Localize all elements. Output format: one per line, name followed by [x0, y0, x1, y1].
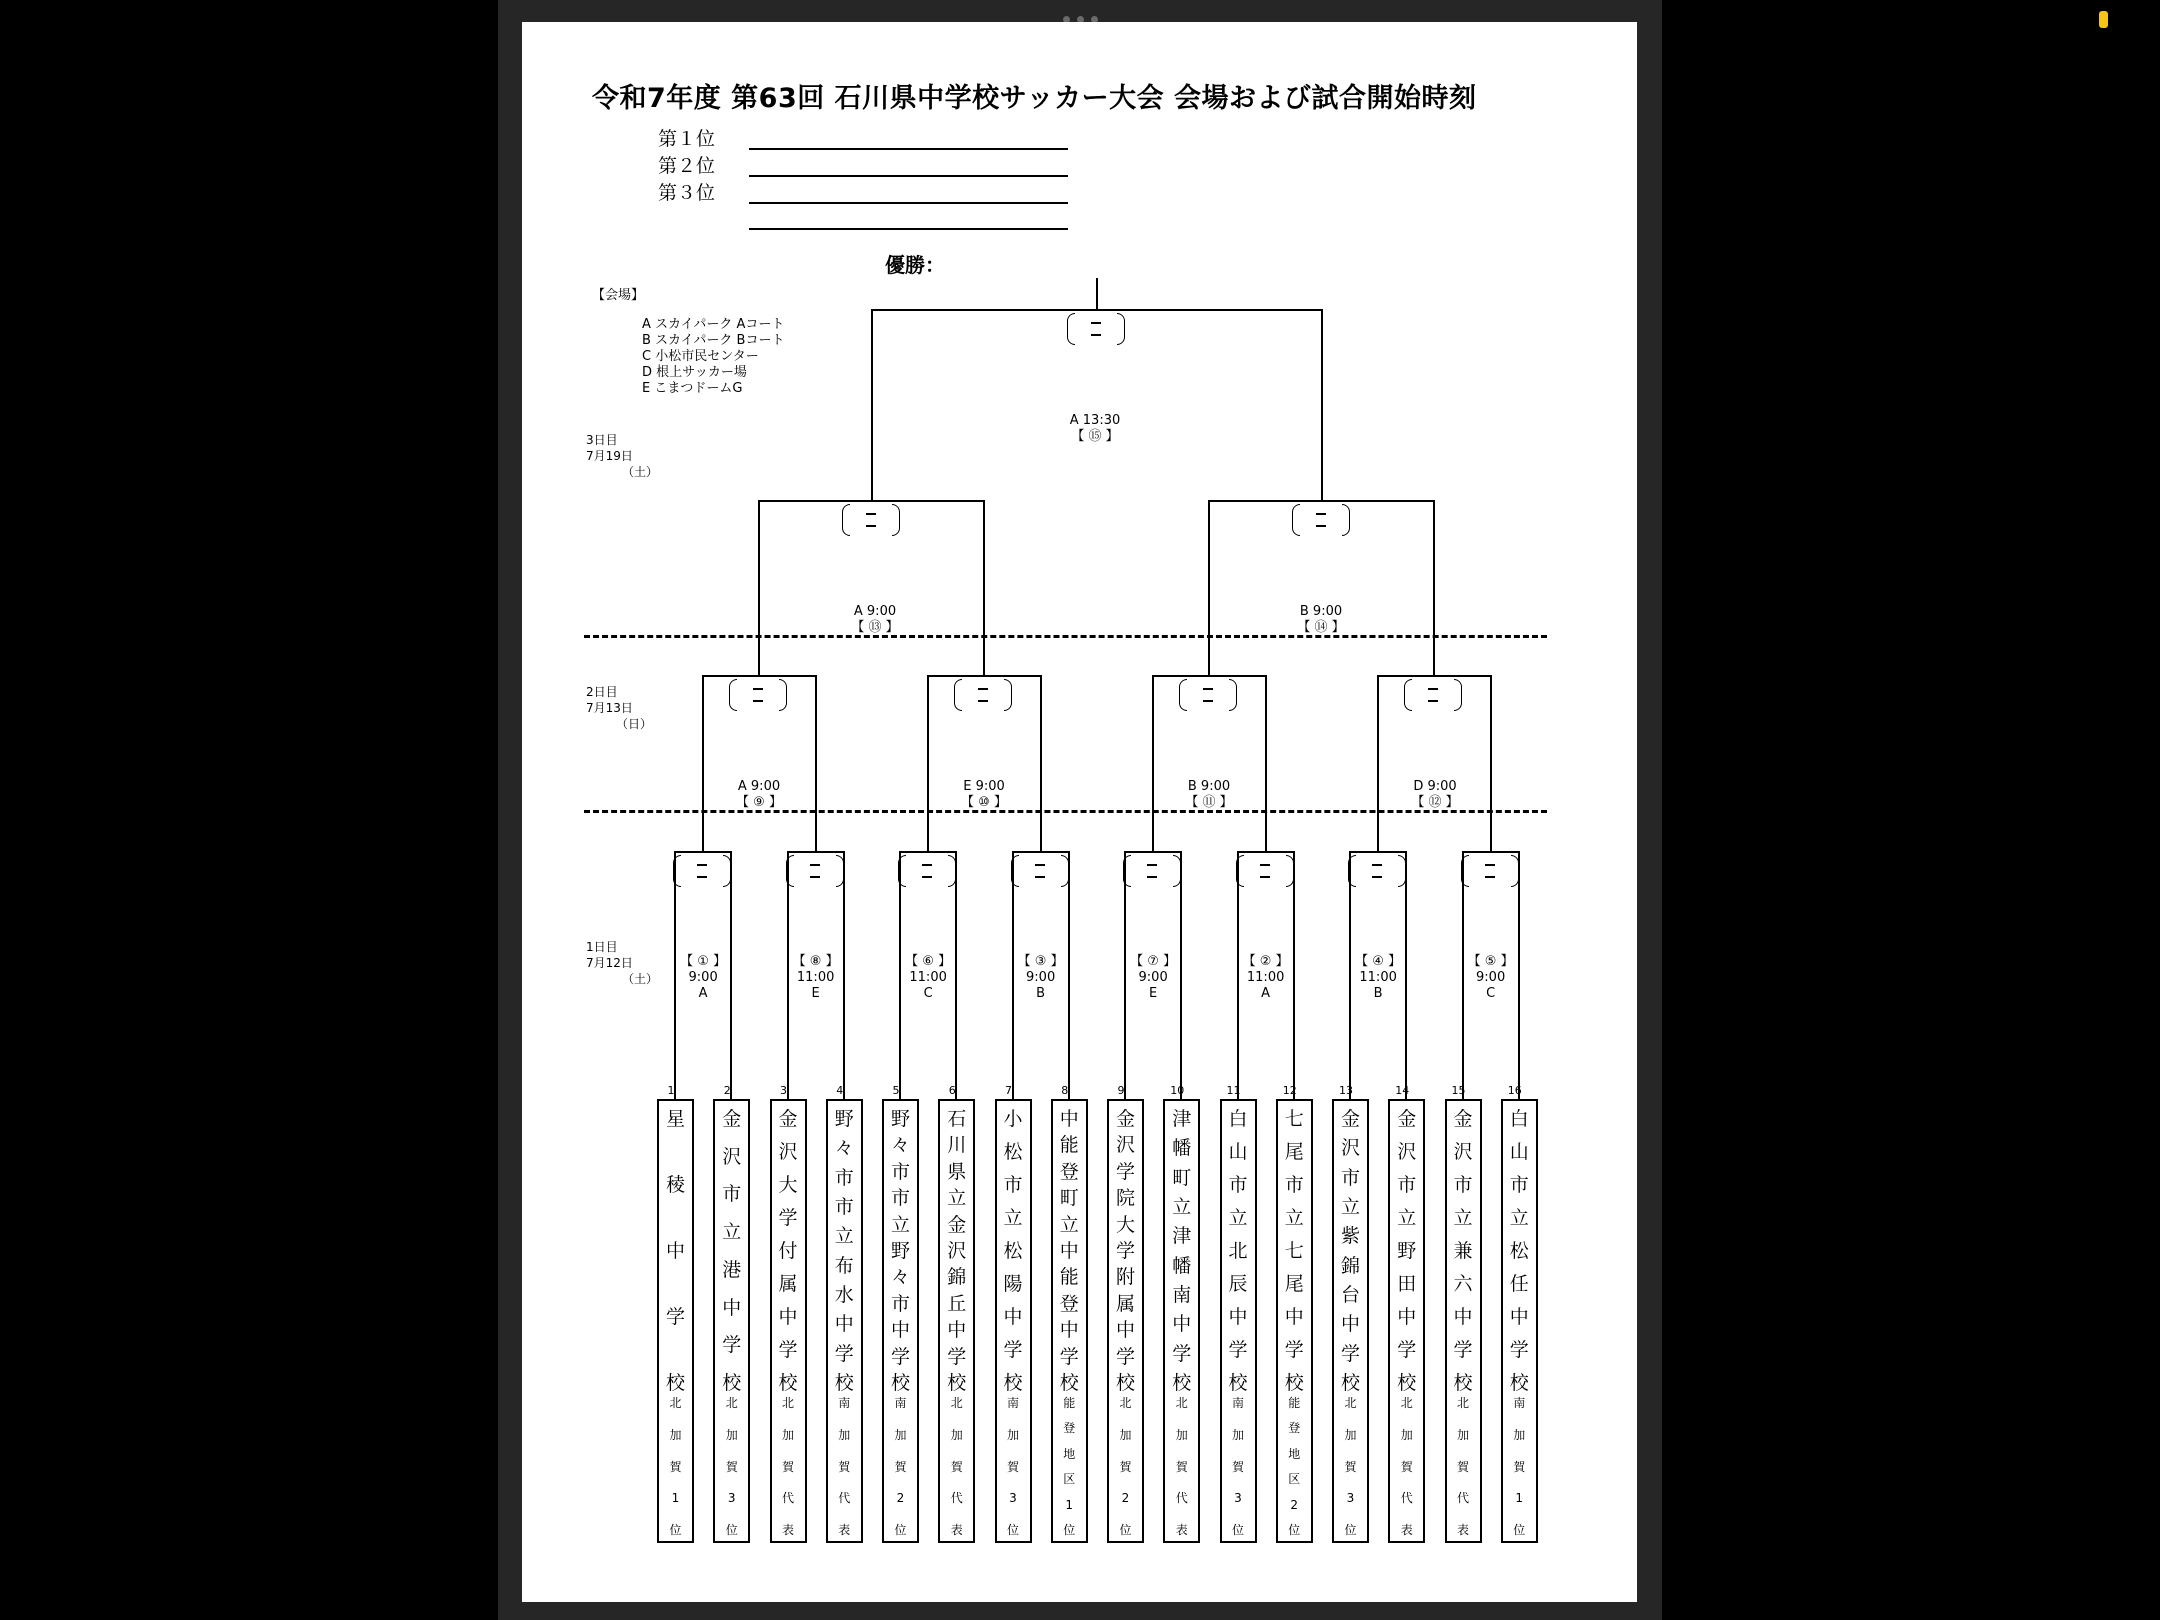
team-seed: 3 [780, 1084, 787, 1097]
rank-label-1: 第１位 [658, 128, 716, 150]
rank-line-1 [749, 148, 1068, 150]
qf-stem [927, 675, 929, 851]
winner-label: 優勝： [885, 253, 945, 277]
team-region: 北 加 賀 代 表 [781, 1396, 794, 1537]
page-title: 令和7年度 第63回 石川県中学校サッカー大会 会場および試合開始時刻 [592, 83, 1477, 114]
score-box [954, 679, 1012, 713]
day1-label: 1日目 7月12日 （土） [586, 940, 659, 986]
score-box [729, 679, 787, 713]
sf-bar [1208, 500, 1435, 502]
venue-item: B スカイパーク Bコート [642, 333, 785, 348]
team-seed: 12 [1282, 1084, 1297, 1097]
match-round1: 【 ③ 】 9:00 B [1017, 954, 1064, 1001]
final-stem [871, 309, 873, 500]
sf-stem [1208, 500, 1210, 675]
match-round1: 【 ⑤ 】 9:00 C [1467, 954, 1514, 1001]
team-seed: 15 [1451, 1084, 1466, 1097]
status-indicator-icon [2099, 11, 2108, 28]
score-box [1179, 679, 1237, 713]
score-box [1067, 313, 1125, 347]
qf-stem [702, 675, 704, 851]
team-name: 金 沢 市 立 港 中 学 校 [722, 1108, 742, 1394]
score-box [673, 855, 731, 889]
team-name: 金 沢 学 院 大 学 附 属 中 学 校 [1115, 1108, 1135, 1394]
sf-stem [758, 500, 760, 675]
team-seed: 13 [1339, 1084, 1353, 1097]
team-box [1220, 1099, 1257, 1543]
final-bar [871, 309, 1323, 311]
team-box [1163, 1099, 1200, 1543]
team-box [995, 1099, 1032, 1543]
r1-bar [1349, 851, 1407, 853]
team-seed: 14 [1395, 1084, 1410, 1097]
qf-stem [1040, 675, 1042, 851]
qf-stem [1377, 675, 1379, 851]
team-box [770, 1099, 807, 1543]
team-region: 北 加 賀 代 表 [1456, 1396, 1469, 1537]
score-box [1404, 679, 1462, 713]
team-region: 南 加 賀 1 位 [1513, 1396, 1526, 1537]
r1-bar [1462, 851, 1520, 853]
team-name: 野 々 市 市 立 野 々 市 中 学 校 [890, 1108, 910, 1394]
match-round1: 【 ④ 】 11:00 B [1355, 954, 1402, 1001]
qf-bar [1152, 675, 1267, 677]
r1-bar [899, 851, 957, 853]
team-region: 北 加 賀 代 表 [950, 1396, 963, 1537]
score-box [1461, 855, 1519, 889]
team-box [1388, 1099, 1425, 1543]
match-round1: 【 ① 】 9:00 A [680, 954, 727, 1001]
match-round1: 【 ⑥ 】 11:00 C [905, 954, 952, 1001]
team-seed: 16 [1507, 1084, 1522, 1097]
match-semi-14: B 9:00 【 ⑭ 】 [1297, 604, 1345, 635]
qf-stem [1265, 675, 1267, 851]
team-seed: 5 [892, 1084, 900, 1097]
team-region: 北 加 賀 3 位 [725, 1396, 738, 1537]
rank-label-3: 第３位 [658, 182, 716, 204]
rank-line-4 [749, 228, 1068, 230]
day3-label: 3日目 7月19日 （土） [586, 433, 659, 479]
score-box [1236, 855, 1294, 889]
team-name: 小 松 市 立 松 陽 中 学 校 [1003, 1108, 1023, 1394]
qf-bar [927, 675, 1042, 677]
team-seed: 2 [723, 1084, 731, 1097]
champion-stem [1096, 278, 1098, 309]
sf-stem [983, 500, 985, 675]
team-box [1332, 1099, 1369, 1543]
r1-bar [1237, 851, 1295, 853]
team-region: 南 加 賀 3 位 [1231, 1396, 1244, 1537]
qf-bar [1377, 675, 1492, 677]
day2-label: 2日目 7月13日 （日） [586, 685, 653, 731]
qf-stem [1490, 675, 1492, 851]
score-box [1011, 855, 1069, 889]
team-name: 石 川 県 立 金 沢 錦 丘 中 学 校 [947, 1108, 967, 1394]
sf-stem [1433, 500, 1435, 675]
score-box [1123, 855, 1181, 889]
team-region: 北 加 賀 3 位 [1344, 1396, 1357, 1537]
score-box [786, 855, 844, 889]
rank-line-3 [749, 202, 1068, 204]
score-box [1348, 855, 1406, 889]
team-seed: 11 [1226, 1084, 1241, 1097]
rank-line-2 [749, 175, 1068, 177]
rank-label-2: 第２位 [658, 155, 716, 177]
team-name: 白 山 市 立 北 辰 中 学 校 [1228, 1108, 1248, 1394]
score-box [1292, 504, 1350, 538]
day-separator-upper [584, 635, 1547, 638]
match-quarter-9: A 9:00 【 ⑨ 】 [736, 779, 782, 810]
r1-bar [1012, 851, 1070, 853]
team-region: 北 加 賀 2 位 [1119, 1396, 1132, 1537]
r1-bar [787, 851, 845, 853]
match-semi-13: A 9:00 【 ⑬ 】 [851, 604, 899, 635]
team-box [826, 1099, 863, 1543]
team-box [713, 1099, 750, 1543]
match-final: A 13:30 【 ⑮ 】 [1069, 413, 1121, 444]
venue-item: E こまつドームG [642, 381, 743, 396]
team-box [882, 1099, 919, 1543]
match-round1: 【 ② 】 11:00 A [1242, 954, 1289, 1001]
team-seed: 4 [836, 1084, 844, 1097]
team-name: 津 幡 町 立 津 幡 南 中 学 校 [1172, 1108, 1192, 1394]
team-region: 北 加 賀 代 表 [1175, 1396, 1188, 1537]
team-box [1107, 1099, 1144, 1543]
team-seed: 1 [667, 1084, 675, 1097]
r1-bar [674, 851, 732, 853]
sf-bar [758, 500, 985, 502]
team-box [657, 1099, 694, 1543]
qf-stem [815, 675, 817, 851]
team-region: 南 加 賀 代 表 [838, 1396, 851, 1537]
team-box [1051, 1099, 1088, 1543]
team-box [938, 1099, 975, 1543]
final-stem [1321, 309, 1323, 500]
qf-bar [702, 675, 817, 677]
team-box [1276, 1099, 1313, 1543]
team-region: 南 加 賀 3 位 [1006, 1396, 1019, 1537]
team-name: 野 々 市 市 立 布 水 中 学 校 [834, 1108, 854, 1394]
team-name: 金 沢 市 立 紫 錦 台 中 学 校 [1340, 1108, 1360, 1394]
team-seed: 7 [1005, 1084, 1012, 1097]
match-round1: 【 ⑧ 】 11:00 E [792, 954, 839, 1001]
team-region: 北 加 賀 代 表 [1400, 1396, 1413, 1537]
team-box [1445, 1099, 1482, 1543]
team-seed: 6 [948, 1084, 956, 1097]
score-box [898, 855, 956, 889]
score-box [842, 504, 900, 538]
team-region: 南 加 賀 2 位 [894, 1396, 907, 1537]
r1-bar [1124, 851, 1182, 853]
team-region: 能 登 地 区 2 位 [1288, 1396, 1301, 1537]
team-seed: 9 [1117, 1084, 1125, 1097]
venue-item: D 根上サッカー場 [642, 365, 747, 380]
team-name: 中 能 登 町 立 中 能 登 中 学 校 [1059, 1108, 1079, 1394]
team-name: 金 沢 市 立 兼 六 中 学 校 [1453, 1108, 1473, 1394]
venue-heading: 【会場】 [592, 288, 645, 303]
venue-list [642, 317, 784, 397]
team-name: 星 稜 中 学 校 [665, 1108, 685, 1394]
match-round1: 【 ⑦ 】 9:00 E [1130, 954, 1177, 1001]
match-quarter-12: D 9:00 【 ⑫ 】 [1411, 779, 1459, 810]
team-region: 北 加 賀 1 位 [669, 1396, 682, 1537]
team-name: 金 沢 市 立 野 田 中 学 校 [1397, 1108, 1417, 1394]
team-name: 白 山 市 立 松 任 中 学 校 [1509, 1108, 1529, 1394]
team-box [1501, 1099, 1538, 1543]
team-region: 能 登 地 区 1 位 [1063, 1396, 1076, 1537]
team-name: 七 尾 市 立 七 尾 中 学 校 [1284, 1108, 1304, 1394]
venue-item: C 小松市民センター [642, 349, 759, 364]
team-name: 金 沢 大 学 付 属 中 学 校 [778, 1108, 798, 1394]
match-quarter-10: E 9:00 【 ⑩ 】 [961, 779, 1007, 810]
team-seed: 8 [1061, 1084, 1069, 1097]
match-quarter-11: B 9:00 【 ⑪ 】 [1185, 779, 1233, 810]
team-seed: 10 [1170, 1084, 1185, 1097]
venue-item: A スカイパーク Aコート [642, 317, 785, 332]
qf-stem [1152, 675, 1154, 851]
